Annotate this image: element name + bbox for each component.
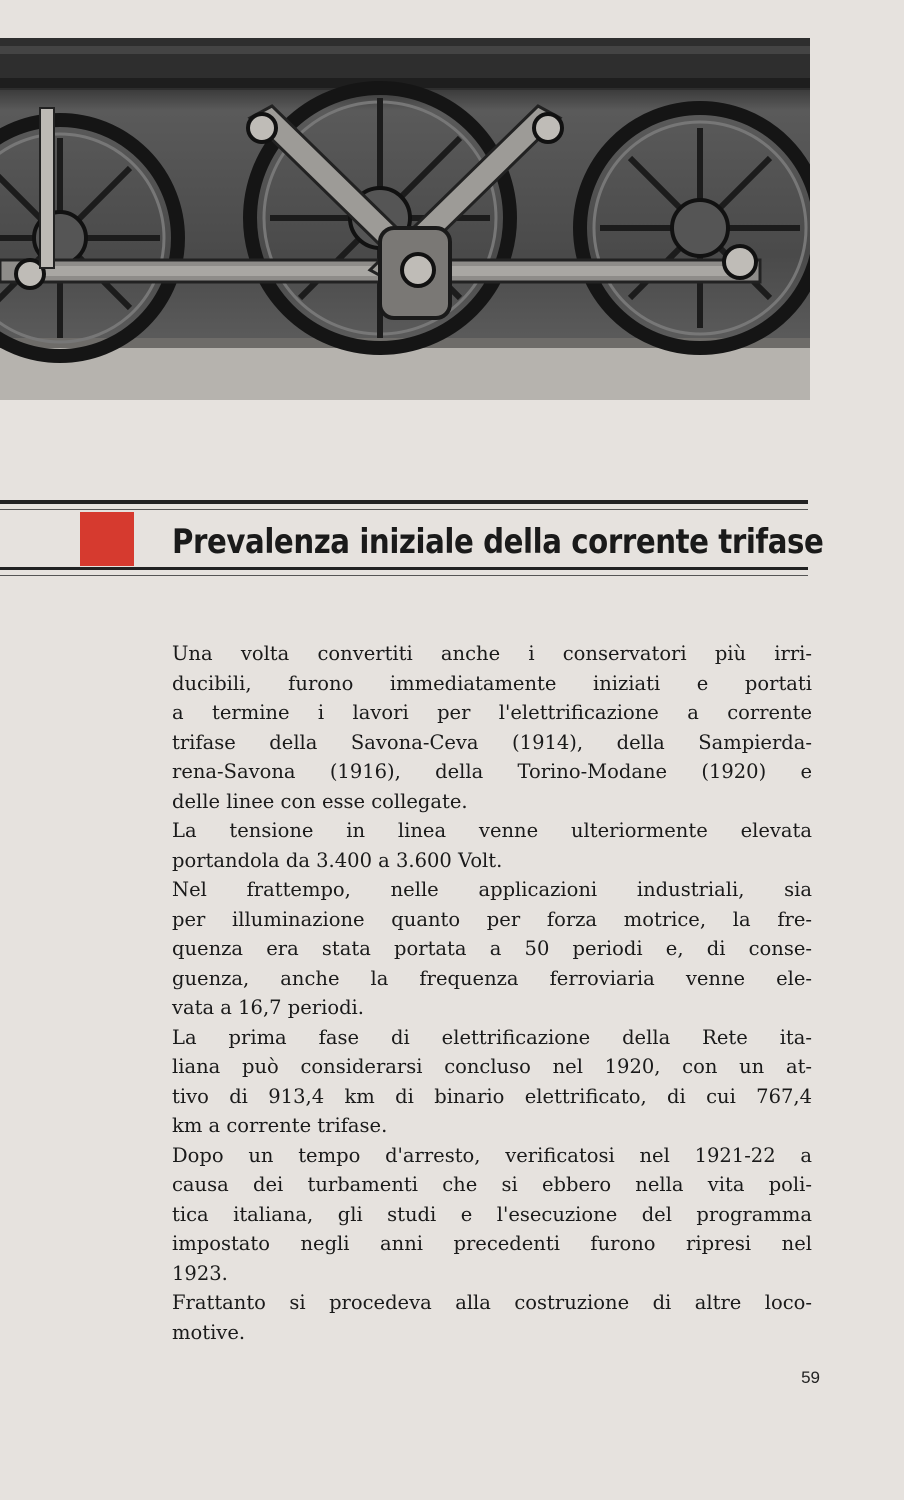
text-line: portandola da 3.400 a 3.600 Volt. <box>172 848 503 872</box>
text-line: 1923. <box>172 1261 228 1285</box>
text-line: trifase della Savona-Ceva (1914), della Sampierda- <box>172 730 812 754</box>
text-line: liana può considerarsi concluso nel 1920, con un at- <box>172 1055 812 1078</box>
text-line: km a corrente trifase. <box>172 1114 388 1137</box>
text-line: delle linee con esse collegate. <box>172 789 468 813</box>
locomotive-wheels-photo <box>0 38 810 400</box>
text-line: rena-Savona (1916), della Torino-Modane (1920) e <box>172 760 812 783</box>
text-line: ducibili, furono immediatamente iniziati e portati <box>172 671 812 695</box>
text-line: La tensione in linea venne ulteriormente elevata <box>172 819 812 842</box>
text-line: Nel frattempo, nelle applicazioni industriali, sia <box>172 878 812 901</box>
text-line: vata a 16,7 periodi. <box>172 996 364 1019</box>
text-line: a termine i lavori per l'elettrificazione a corrente <box>172 701 812 724</box>
locomotive-wheels-illustration <box>0 38 810 400</box>
red-square-marker <box>80 512 134 566</box>
text-line: causa dei turbamenti che si ebbero nella vita poli- <box>172 1173 812 1196</box>
text-line: Frattanto si procedeva alla costruzione di altre loco- <box>172 1291 812 1314</box>
text-line: per illuminazione quanto per forza motrice, la fre- <box>172 907 812 931</box>
text-line: guenza, anche la frequenza ferroviaria venne ele- <box>172 966 812 990</box>
heading-rule-bottom-thin <box>0 575 808 576</box>
text-line: tivo di 913,4 km di binario elettrificato, di cui 767,4 <box>172 1084 812 1108</box>
text-line: motive. <box>172 1320 246 1344</box>
text-line: tica italiana, gli studi e l'esecuzione del programma <box>172 1202 812 1226</box>
page-number: 59 <box>801 1368 820 1387</box>
text-line: impostato negli anni precedenti furono ripresi nel <box>172 1232 812 1255</box>
heading-rule-top <box>0 500 808 504</box>
body-text <box>172 639 812 1347</box>
text-line: quenza era stata portata a 50 periodi e, di conse- <box>172 937 812 960</box>
text-line: Dopo un tempo d'arresto, verificatosi nel 1921-22 a <box>172 1143 812 1167</box>
heading-rule-bottom <box>0 567 808 570</box>
section-heading: Prevalenza iniziale della corrente trifase <box>172 522 824 562</box>
heading-rule-top-thin <box>0 509 808 510</box>
text-line: La prima fase di elettrificazione della Rete ita- <box>172 1025 812 1049</box>
text-line: Una volta convertiti anche i conservatori più irri- <box>172 642 812 665</box>
